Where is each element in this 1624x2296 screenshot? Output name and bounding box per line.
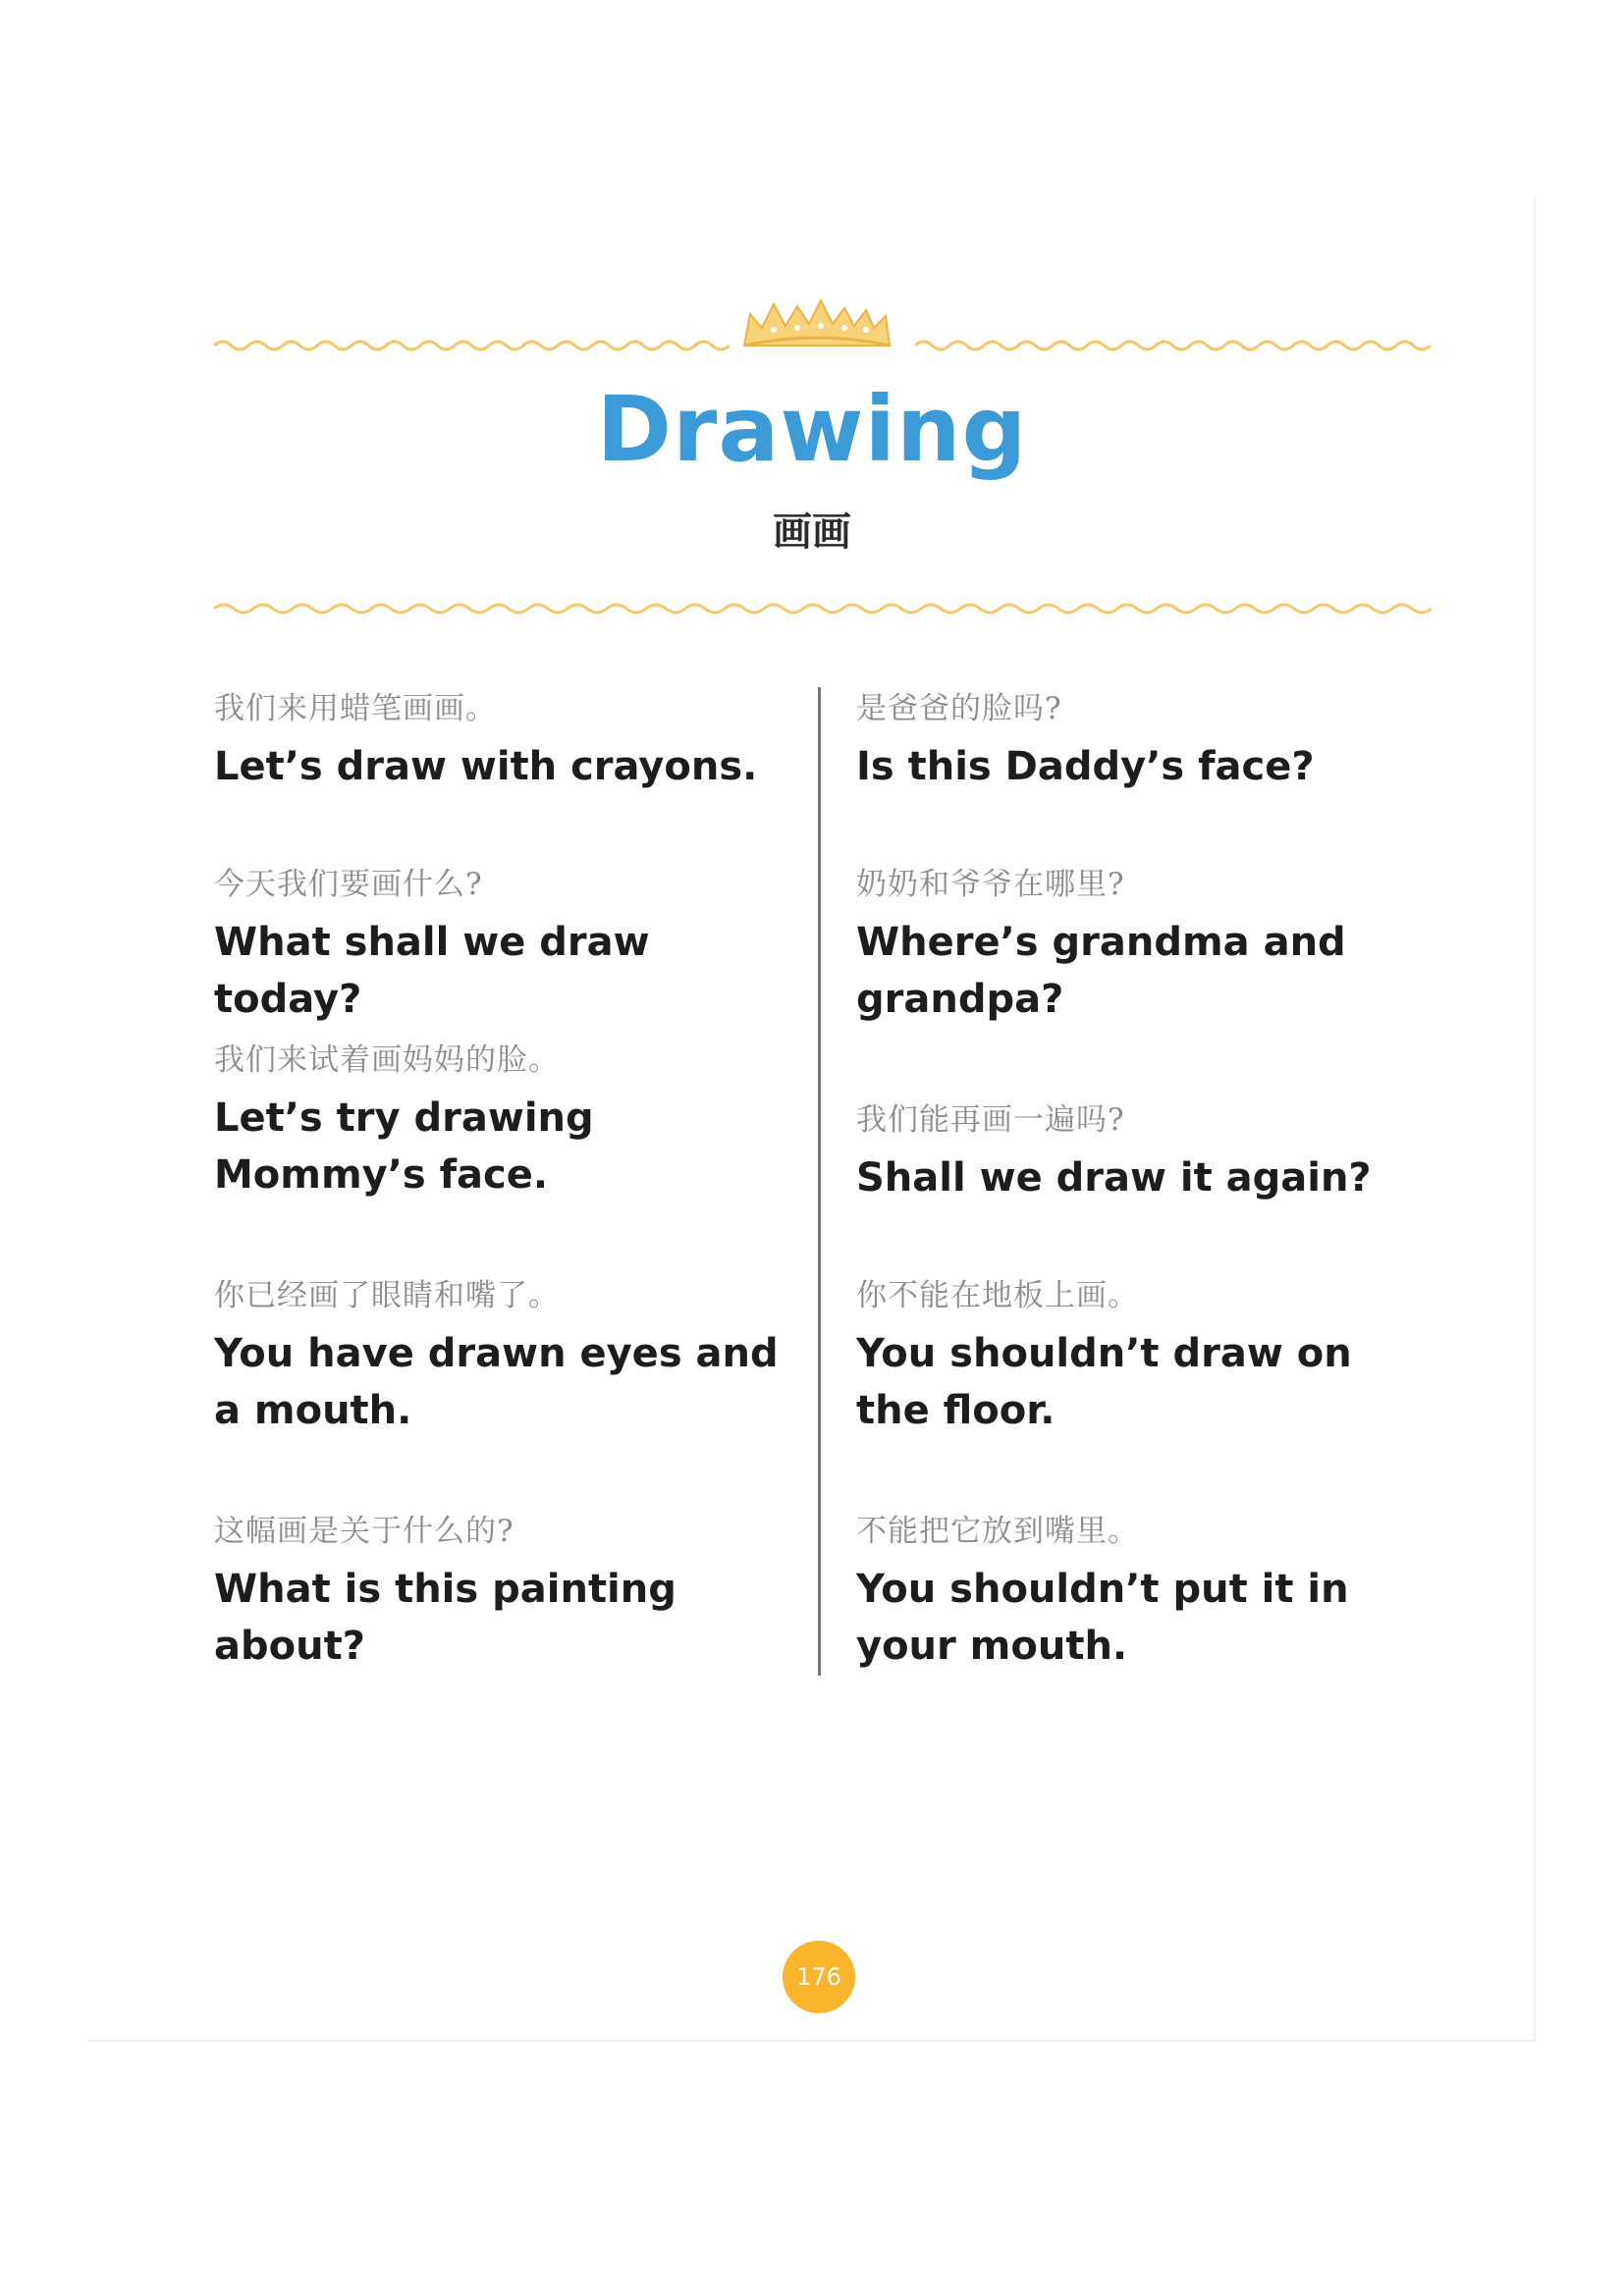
bottom-wave [214,597,1432,620]
phrase-left-5 [214,1510,793,1675]
phrase-chinese: 不能把它放到嘴里。 [856,1514,1139,1549]
phrase-left-3 [214,1039,793,1203]
phrase-right-2 [856,863,1435,1028]
phrase-chinese: 奶奶和爷爷在哪里? [856,867,1125,902]
phrase-chinese: 我们来用蜡笔画画。 [214,691,497,726]
phrase-right-5 [856,1510,1435,1675]
phrase-english: Is this Daddy’s face? [856,744,1315,789]
phrase-right-3 [856,1098,1435,1206]
phrase-english: Where’s grandma and grandpa? [856,920,1346,1022]
phrase-english: You shouldn’t draw on the floor. [856,1331,1352,1433]
phrase-english: Let’s draw with crayons. [214,744,758,789]
phrase-chinese: 我们能再画一遍吗? [856,1102,1125,1138]
phrase-english: Let’s try drawing Mommy’s face. [214,1095,594,1198]
phrase-left-1 [214,687,793,795]
top-wave-right [915,334,1431,357]
page-edge-bottom [88,2040,1536,2042]
phrase-right-1 [856,687,1435,795]
phrase-left-4 [214,1274,793,1439]
phrase-chinese: 你已经画了眼睛和嘴了。 [214,1278,560,1313]
phrase-chinese: 我们来试着画妈妈的脸。 [214,1042,560,1078]
phrase-english: Shall we draw it again? [856,1155,1372,1201]
phrase-english: You shouldn’t put it in your mouth. [856,1567,1349,1669]
crown-icon [738,294,895,351]
phrase-chinese: 今天我们要画什么? [214,867,483,902]
phrase-chinese: 你不能在地板上画。 [856,1278,1139,1313]
phrase-english: What is this painting about? [214,1567,677,1669]
phrase-right-4 [856,1274,1435,1439]
phrase-left-2 [214,863,793,1028]
column-divider [818,687,821,1676]
phrase-chinese: 这幅画是关于什么的? [214,1514,514,1549]
phrase-chinese: 是爸爸的脸吗? [856,691,1062,726]
page-subtitle: 画画 [773,509,851,555]
phrase-english: What shall we draw today? [214,920,650,1022]
page-title: Drawing [596,377,1028,482]
phrase-english: You have drawn eyes and a mouth. [214,1331,779,1433]
top-wave-left [214,334,730,357]
page-number-badge: 176 [783,1941,855,2013]
